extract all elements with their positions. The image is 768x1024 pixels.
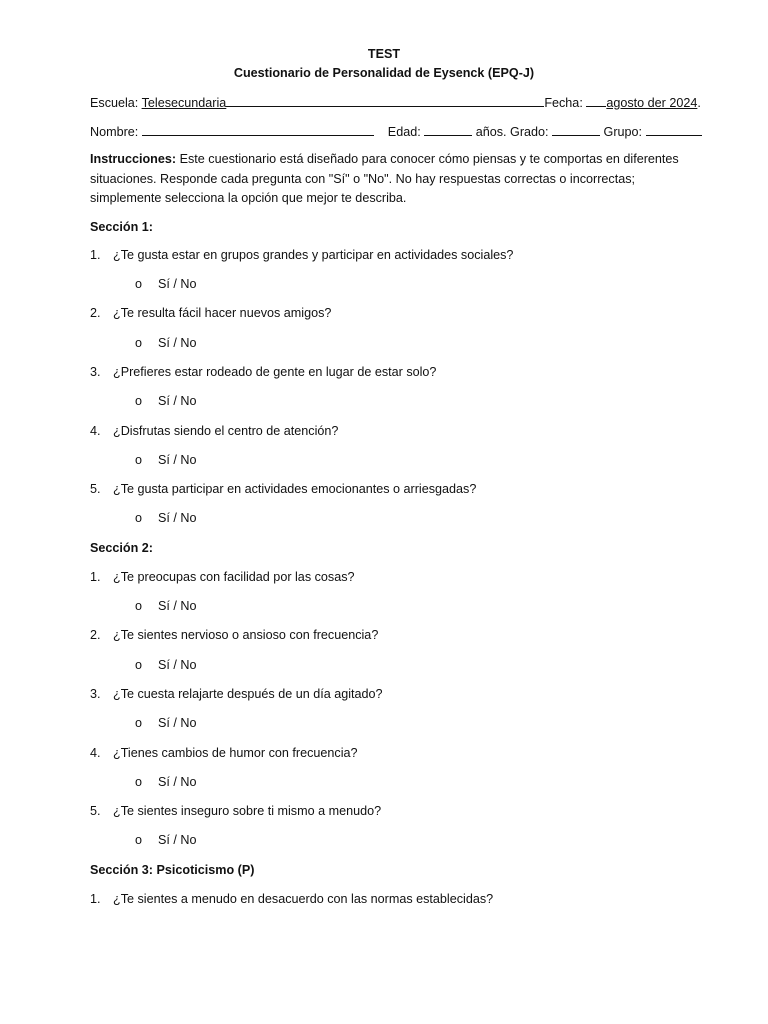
option-text: Sí / No	[158, 599, 197, 613]
answer-option[interactable]	[135, 775, 197, 789]
question-number: 1.	[90, 570, 101, 584]
option-text: Sí / No	[158, 394, 197, 408]
section-2-title: Sección 2:	[90, 541, 153, 555]
question-number: 4.	[90, 424, 101, 438]
question-item	[90, 892, 493, 906]
question-item	[90, 365, 436, 379]
question-item	[90, 306, 331, 320]
instructions-text: Este cuestionario está diseñado para conocer cómo piensas y te comportas en diferentes situaciones. Responde cada pregunta con "Sí" o "No". No hay respuestas correctas o incorrectas; simplemente selecciona la opción que mejor te describa.	[90, 152, 679, 205]
anos-grado-label: años. Grado:	[475, 125, 549, 139]
escuela-fecha-line	[90, 94, 701, 110]
question-item	[90, 746, 358, 760]
instructions-block	[90, 150, 690, 209]
section-1-title: Sección 1:	[90, 220, 153, 234]
answer-option[interactable]	[135, 511, 197, 525]
question-item	[90, 248, 513, 262]
fecha-end: .	[697, 96, 701, 110]
answer-option[interactable]	[135, 716, 197, 730]
edad-label: Edad:	[387, 125, 421, 139]
escuela-blank	[226, 94, 544, 107]
nombre-blank	[142, 123, 374, 136]
option-bullet: o	[135, 336, 143, 350]
question-text: ¿Te sientes nervioso o ansioso con frecuencia?	[113, 628, 379, 642]
option-bullet: o	[135, 511, 143, 525]
option-bullet: o	[135, 453, 143, 467]
question-item	[90, 687, 383, 701]
option-bullet: o	[135, 394, 143, 408]
question-text: ¿Prefieres estar rodeado de gente en lugar de estar solo?	[113, 365, 437, 379]
option-text: Sí / No	[158, 775, 197, 789]
option-bullet: o	[135, 833, 143, 847]
option-bullet: o	[135, 716, 143, 730]
fecha-label: Fecha:	[544, 96, 583, 110]
answer-option[interactable]	[135, 833, 197, 847]
answer-option[interactable]	[135, 453, 197, 467]
question-number: 1.	[90, 248, 101, 262]
question-item	[90, 570, 355, 584]
question-number: 3.	[90, 365, 101, 379]
fecha-value: agosto der 2024	[606, 96, 698, 110]
question-number: 5.	[90, 804, 101, 818]
answer-option[interactable]	[135, 599, 197, 613]
question-text: ¿Disfrutas siendo el centro de atención?	[113, 424, 339, 438]
nombre-line	[90, 123, 702, 139]
document-test-label: TEST	[367, 47, 401, 61]
question-text: ¿Te cuesta relajarte después de un día agitado?	[113, 687, 383, 701]
nombre-label: Nombre:	[90, 125, 139, 139]
section-3-title: Sección 3: Psicoticismo (P)	[90, 863, 255, 877]
answer-option[interactable]	[135, 394, 197, 408]
question-text: ¿Te gusta participar en actividades emocionantes o arriesgadas?	[113, 482, 477, 496]
question-number: 2.	[90, 628, 101, 642]
option-text: Sí / No	[158, 833, 197, 847]
fecha-blank	[586, 94, 606, 107]
option-text: Sí / No	[158, 716, 197, 730]
option-bullet: o	[135, 277, 143, 291]
question-number: 4.	[90, 746, 101, 760]
grado-blank	[552, 123, 600, 136]
option-text: Sí / No	[158, 511, 197, 525]
instructions-label: Instrucciones:	[90, 152, 177, 166]
question-text: ¿Tienes cambios de humor con frecuencia?	[113, 746, 358, 760]
question-text: ¿Te sientes a menudo en desacuerdo con las normas establecidas?	[113, 892, 494, 906]
option-text: Sí / No	[158, 453, 197, 467]
option-bullet: o	[135, 775, 143, 789]
question-text: ¿Te sientes inseguro sobre ti mismo a menudo?	[113, 804, 382, 818]
question-text: ¿Te gusta estar en grupos grandes y participar en actividades sociales?	[113, 248, 514, 262]
question-number: 3.	[90, 687, 101, 701]
answer-option[interactable]	[135, 658, 197, 672]
grupo-blank	[646, 123, 702, 136]
option-text: Sí / No	[158, 658, 197, 672]
question-number: 5.	[90, 482, 101, 496]
option-text: Sí / No	[158, 336, 197, 350]
question-number: 1.	[90, 892, 101, 906]
option-text: Sí / No	[158, 277, 197, 291]
question-item	[90, 628, 378, 642]
question-number: 2.	[90, 306, 101, 320]
option-bullet: o	[135, 658, 143, 672]
escuela-label: Escuela:	[90, 96, 139, 110]
document-title: Cuestionario de Personalidad de Eysenck (EPQ-J)	[233, 66, 535, 80]
grupo-label: Grupo:	[603, 125, 643, 139]
question-text: ¿Te preocupas con facilidad por las cosas?	[113, 570, 355, 584]
question-item	[90, 424, 338, 438]
edad-blank	[424, 123, 472, 136]
escuela-value: Telesecundaria	[141, 96, 227, 110]
question-item	[90, 482, 476, 496]
question-text: ¿Te resulta fácil hacer nuevos amigos?	[113, 306, 332, 320]
answer-option[interactable]	[135, 336, 197, 350]
option-bullet: o	[135, 599, 143, 613]
answer-option[interactable]	[135, 277, 197, 291]
question-item	[90, 804, 381, 818]
